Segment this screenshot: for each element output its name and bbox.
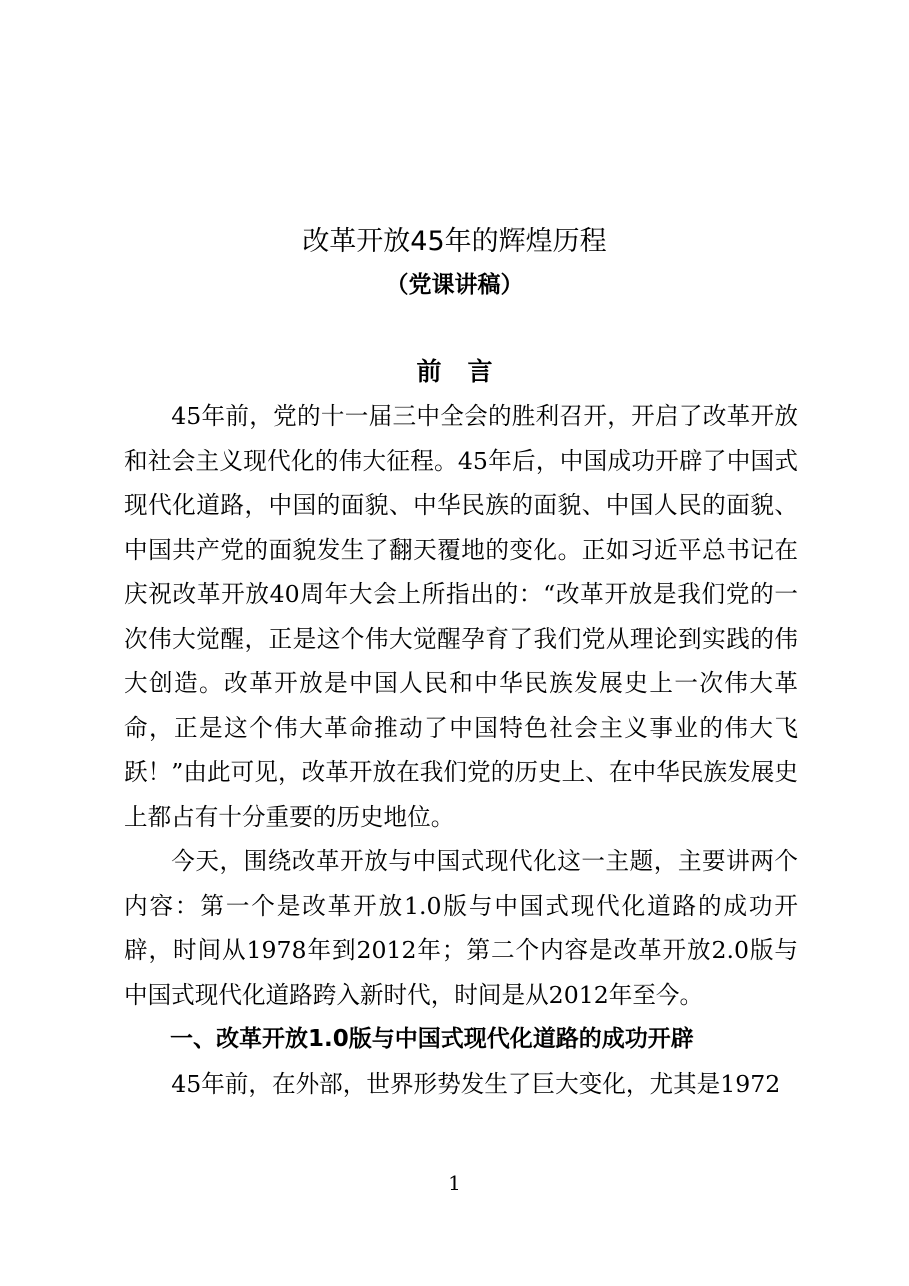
document-body (124, 394, 798, 1106)
paragraph-section-start: 45年前，在外部，世界形势发生了巨大变化，尤其是1972 (171, 1069, 781, 1098)
page-number: 1 (448, 1171, 461, 1195)
document-subtitle: （党课讲稿） (385, 272, 524, 298)
paragraph-intro: 45年前，党的十一届三中全会的胜利召开，开启了改革开放和社会主义现代化的伟大征程。45年后，中国成功开辟了中国式现代化道路，中国的面貌、中华民族的面貌、中国人民的面貌、中国共产党的面貌发生了翻天覆地的变化。正如习近平总书记在庆祝改革开放40周年大会上所指出的：“改革开放是我们党的一次伟大觉醒，正是这个伟大觉醒孕育了我们党从理论到实践的伟大创造。改革开放是中国人民和中华民族发展史上一次伟大革命，正是这个伟大革命推动了中国特色社会主义事业的伟大飞跃！”由此可见，改革开放在我们党的历史上、在中华民族发展史上都占有十分重要的历史地位。 (124, 402, 798, 831)
document-title: 改革开放45年的辉煌历程 (302, 226, 607, 257)
section-heading: 一、改革开放1.0版与中国式现代化道路的成功开辟 (170, 1026, 694, 1052)
preface-heading: 前言 (416, 357, 519, 386)
paragraph-topics: 今天，围绕改革开放与中国式现代化这一主题，主要讲两个内容：第一个是改革开放1.0版与中国式现代化道路的成功开辟，时间从1978年到2012年；第二个内容是改革开放2.0版与中国式现代化道路跨入新时代，时间是从2012年至今。 (124, 847, 798, 1009)
